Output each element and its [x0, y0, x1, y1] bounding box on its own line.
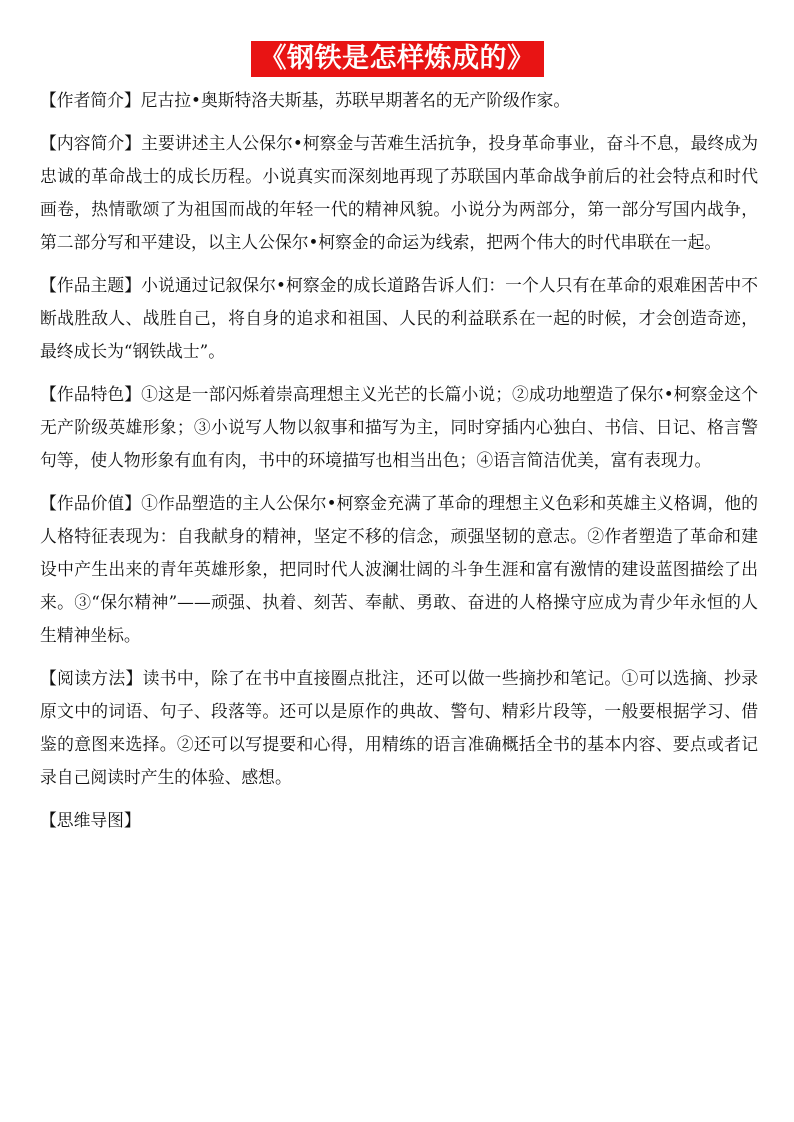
- section-text: ①这是一部闪烁着崇高理想主义光芒的长篇小说；②成功地塑造了保尔•柯察金这个无产阶级英雄形象；③小说写人物以叙事和描写为主，同时穿插内心独白、书信、日记、格言警句等，使人物形象有血有肉，书中的环境描写也相当出色；④语言简洁优美，富有表现力。: [40, 384, 758, 470]
- section-text: 尼古拉•奥斯特洛夫斯基，苏联早期著名的无产阶级作家。: [140, 90, 571, 110]
- section-label: 【思维导图】: [40, 810, 141, 830]
- section-text: 读书中，除了在书中直接圈点批注，还可以做一些摘抄和笔记。①可以选摘、抄录原文中的词语、句子、段落等。还可以是原作的典故、警句、精彩片段等，一般要根据学习、借鉴的意图来选择。②还可以写提要和心得，用精练的语言准确概括全书的基本内容、要点或者记录自己阅读时产生的体验、感想。: [40, 668, 758, 787]
- section-features: [40, 378, 758, 477]
- section-label: 【作品主题】: [40, 275, 142, 295]
- section-text: 主要讲述主人公保尔•柯察金与苦难生活抗争，投身革命事业，奋斗不息，最终成为忠诚的革命战士的成长历程。小说真实而深刻地再现了苏联国内革命战争前后的社会特点和时代画卷，热情歌颂了为祖国而战的年轻一代的精神风貌。小说分为两部分，第一部分写国内战争，第二部分写和平建设，以主人公保尔•柯察金的命运为线索，把两个伟大的时代串联在一起。: [40, 133, 758, 252]
- section-reading-method: [40, 662, 758, 794]
- section-label: 【作品价值】: [40, 493, 142, 513]
- section-label: 【作品特色】: [40, 384, 142, 404]
- title-banner: [0, 41, 794, 77]
- section-author-intro: [40, 84, 758, 117]
- document-title: 《钢铁是怎样炼成的》: [251, 41, 544, 77]
- document-body: [40, 84, 758, 847]
- section-theme: [40, 269, 758, 368]
- section-text: ①作品塑造的主人公保尔•柯察金充满了革命的理想主义色彩和英雄主义格调，他的人格特征表现为：自我献身的精神，坚定不移的信念，顽强坚韧的意志。②作者塑造了革命和建设中产生出来的青年英雄形象，把同时代人波澜壮阔的斗争生涯和富有激情的建设蓝图描绘了出来。③“保尔精神”——顽强、执着、刻苦、奉献、勇敢、奋进的人格操守应成为青少年永恒的人生精神坐标。: [40, 493, 758, 645]
- section-label: 【阅读方法】: [40, 668, 143, 688]
- section-value: [40, 487, 758, 652]
- section-label: 【作者简介】: [40, 90, 141, 110]
- section-label: 【内容简介】: [40, 133, 142, 153]
- section-mind-map: [40, 804, 758, 837]
- section-content-intro: [40, 127, 758, 259]
- section-text: 小说通过记叙保尔•柯察金的成长道路告诉人们：一个人只有在革命的艰难困苦中不断战胜敌人、战胜自己，将自身的追求和祖国、人民的利益联系在一起的时候，才会创造奇迹，最终成长为“钢铁战士”。: [40, 275, 758, 361]
